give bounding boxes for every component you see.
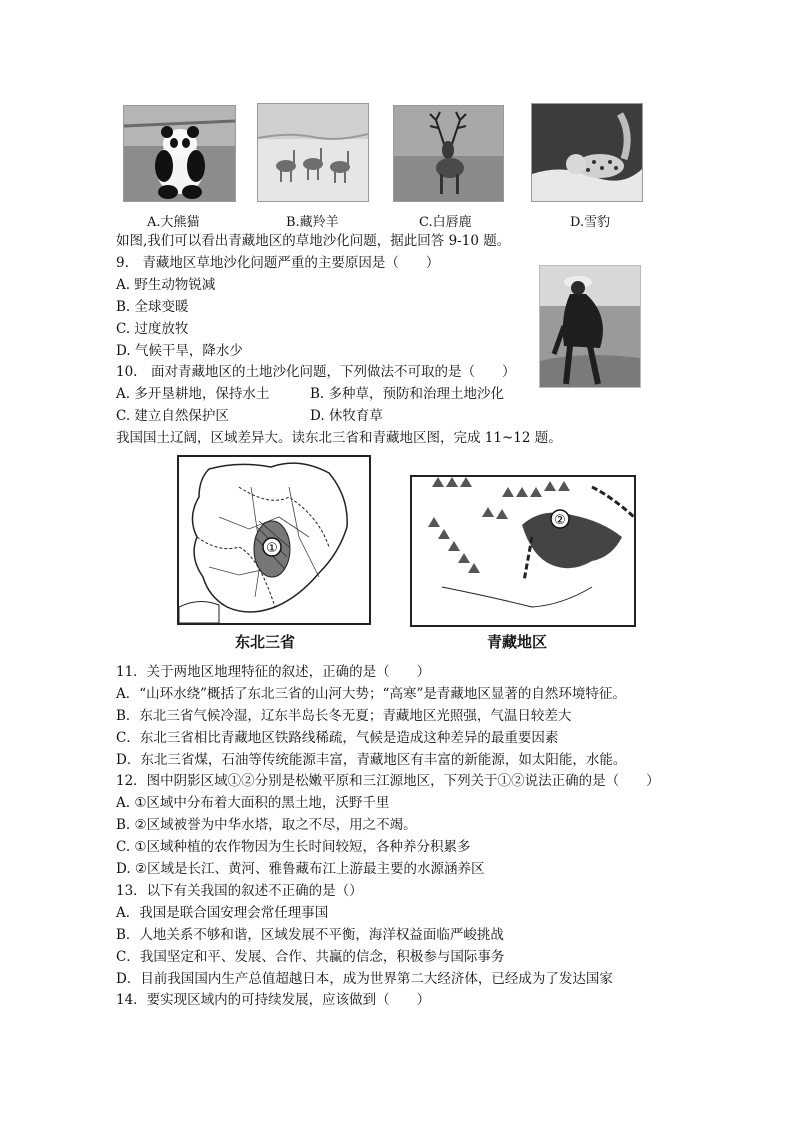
q9-stem: 9. 青藏地区草地沙化问题严重的主要原因是（ ） xyxy=(116,255,440,271)
q9-option-c: C. 过度放牧 xyxy=(116,321,189,337)
q12-option-c: C. ①区域种植的农作物因为生长时间较短，各种养分积累多 xyxy=(116,839,471,855)
animal-caption-c: C.白唇鹿 xyxy=(419,215,472,230)
q13-option-d: D．目前我国国内生产总值超越日本，成为世界第二大经济体，已经成为了发达国家 xyxy=(116,971,613,987)
white-lipped-deer-photo xyxy=(393,105,504,202)
q10-option-b: B. 多种草，预防和治理土地沙化 xyxy=(310,386,505,402)
map-marker-1: ① xyxy=(266,541,278,556)
q12-option-b: B. ②区域被誉为中华水塔，取之不尽，用之不竭。 xyxy=(116,817,417,833)
q10-option-c: C. 建立自然保护区 xyxy=(116,408,229,424)
animal-caption-b: B.藏羚羊 xyxy=(286,215,339,230)
q13-stem: 13．以下有关我国的叙述不正确的是（） xyxy=(116,883,363,899)
q13-option-c: C．我国坚定和平、发展、合作、共赢的信念，积极参与国际事务 xyxy=(116,949,505,965)
q10-option-a: A. 多开垦耕地，保持水土 xyxy=(116,386,270,402)
q9-option-b: B. 全球变暖 xyxy=(116,299,189,315)
map-marker-2: ② xyxy=(554,513,566,528)
tibetan-antelope-photo xyxy=(257,103,369,202)
q11-option-c: C．东北三省相比青藏地区铁路线稀疏，气候是造成这种差异的最重要因素 xyxy=(116,730,559,746)
intro-11-12: 我国国土辽阔，区域差异大。读东北三省和青藏地区图，完成 11~12 题。 xyxy=(116,430,562,446)
animal-caption-d: D.雪豹 xyxy=(570,215,611,230)
q13-option-b: B．人地关系不够和谐，区域发展不平衡，海洋权益面临严峻挑战 xyxy=(116,927,504,943)
animal-caption-a: A.大熊猫 xyxy=(147,215,200,230)
q11-option-a: A．“山环水绕”概括了东北三省的山河大势；“高寒”是青藏地区显著的自然环境特征。 xyxy=(116,686,626,702)
q9-option-d: D. 气候干旱，降水少 xyxy=(116,343,243,359)
q12-option-a: A. ①区域中分布着大面积的黑土地，沃野千里 xyxy=(116,795,390,811)
giant-panda-photo xyxy=(123,105,236,202)
q11-stem: 11．关于两地区地理特征的叙述，正确的是（ ） xyxy=(116,664,431,680)
grassland-desertification-photo xyxy=(539,265,641,388)
q11-option-d: D．东北三省煤，石油等传统能源丰富，青藏地区有丰富的新能源，如太阳能，水能。 xyxy=(116,752,627,768)
qinghai-tibet-map xyxy=(410,475,636,627)
q14-stem: 14．要实现区域内的可持续发展，应该做到（ ） xyxy=(116,992,431,1008)
q10-option-d: D. 休牧育草 xyxy=(310,408,383,424)
northeast-map-label: 东北三省 xyxy=(235,633,296,651)
snow-leopard-photo xyxy=(531,103,643,202)
qinghai-tibet-map-label: 青藏地区 xyxy=(487,633,548,651)
q12-option-d: D. ②区域是长江、黄河、雅鲁藏布江上游最主要的水源涵养区 xyxy=(116,861,485,877)
q11-option-b: B．东北三省气候冷湿，辽东半岛长冬无夏；青藏地区光照强，气温日较差大 xyxy=(116,708,572,724)
q10-stem: 10. 面对青藏地区的土地沙化问题，下列做法不可取的是（ ） xyxy=(116,364,516,380)
q9-option-a: A. 野生动物锐减 xyxy=(116,277,216,293)
northeast-map xyxy=(177,455,371,625)
q12-stem: 12．图中阴影区域①②分别是松嫩平原和三江源地区，下列关于①②说法正确的是（ ） xyxy=(116,773,660,789)
intro-9-10: 如图,我们可以看出青藏地区的草地沙化问题，据此回答 9-10 题。 xyxy=(116,233,511,249)
q13-option-a: A．我国是联合国安理会常任理事国 xyxy=(116,905,329,921)
